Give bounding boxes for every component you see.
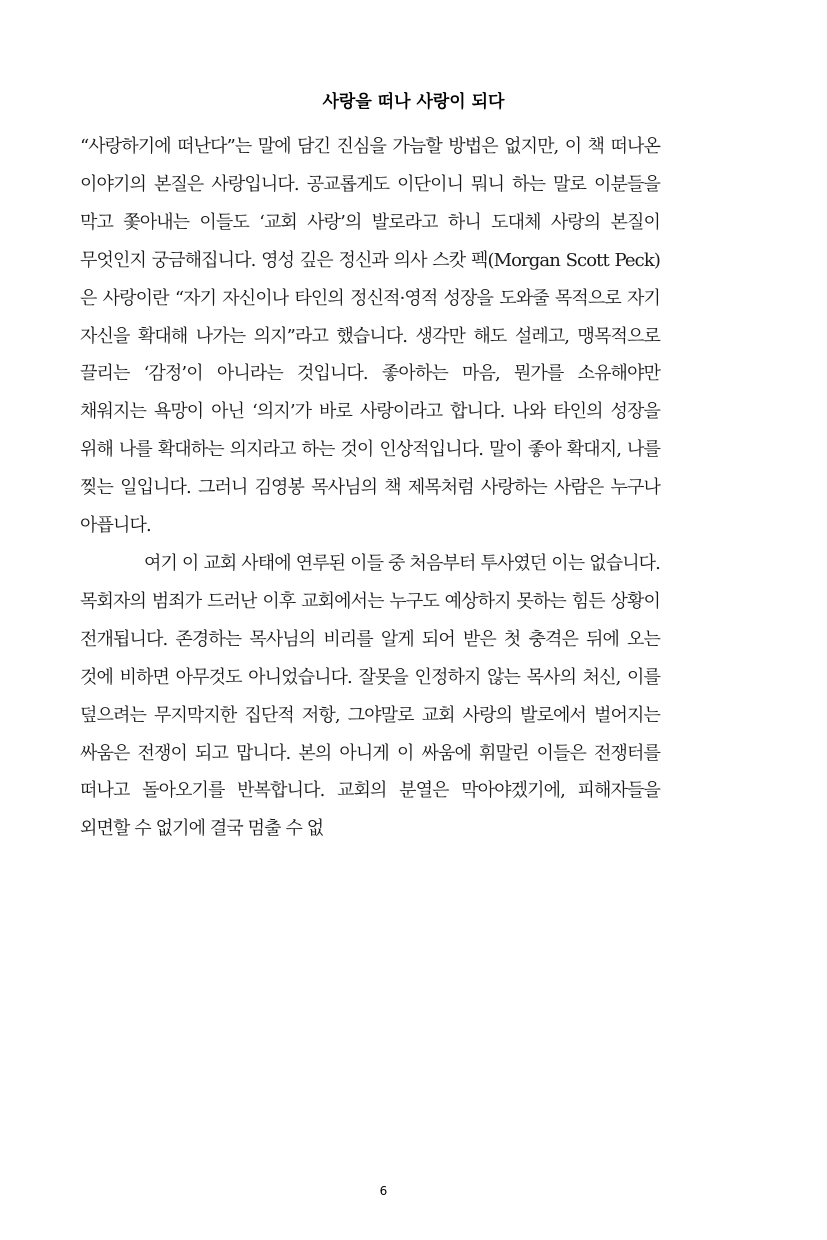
chapter-title: 사랑을 떠나 사랑이 되다 [322, 92, 505, 112]
body-text [80, 128, 660, 848]
paragraph-2: 여기 이 교회 사태에 연루된 이들 중 처음부터 투사였던 이는 없습니다. 목회자의 범죄가 드러난 이후 교회에서는 누구도 예상하지 못하는 힘든 상황이 전개됩니다. 존경하는 목사님의 비리를 알게 되어 받은 첫 충격은 뒤에 오는 것에 비하면 아무것도 아니었습니다. 잘못을 인정하지 않는 목사의 처신, 이를 덮으려는 무지막지한 집단적 저항, 그야말로 교회 사랑의 발로에서 벌어지는 싸움은 전쟁이 되고 맙니다. 본의 아니게 이 싸움에 휘말린 이들은 전쟁터를 떠나고 돌아오기를 반복합니다. 교회의 분열은 막아야겠기에, 피해자들을 외면할 수 없기에 결국 멈출 수 없 [80, 552, 660, 840]
page-number: 6 [379, 1184, 388, 1198]
paragraph-1: “사랑하기에 떠난다”는 말에 담긴 진심을 가늠할 방법은 없지만, 이 책 떠나온 이야기의 본질은 사랑입니다. 공교롭게도 이단이니 뭐니 하는 말로 이분들을 막고 쫓아내는 이들도 ‘교회 사랑’의 발로라고 하니 도대체 사랑의 본질이 무엇인지 궁금해집니다. 영성 깊은 정신과 의사 스캇 펙(Morgan Scott Peck)은 사랑이란 “자기 자신이나 타인의 정신적·영적 성장을 도와줄 목적으로 자기 자신을 확대해 나가는 의지”라고 했습니다. 생각만 해도 설레고, 맹목적으로 끌리는 ‘감정’이 아니라는 것입니다. 좋아하는 마음, 뭔가를 소유해야만 채워지는 욕망이 아닌 ‘의지’가 바로 사랑이라고 합니다. 나와 타인의 성장을 위해 나를 확대하는 의지라고 하는 것이 인상적입니다. 말이 좋아 확대지, 나를 찢는 일입니다. 그러니 김영봉 목사님의 책 제목처럼 사랑하는 사람은 누구나 아픕니다. [80, 136, 660, 537]
